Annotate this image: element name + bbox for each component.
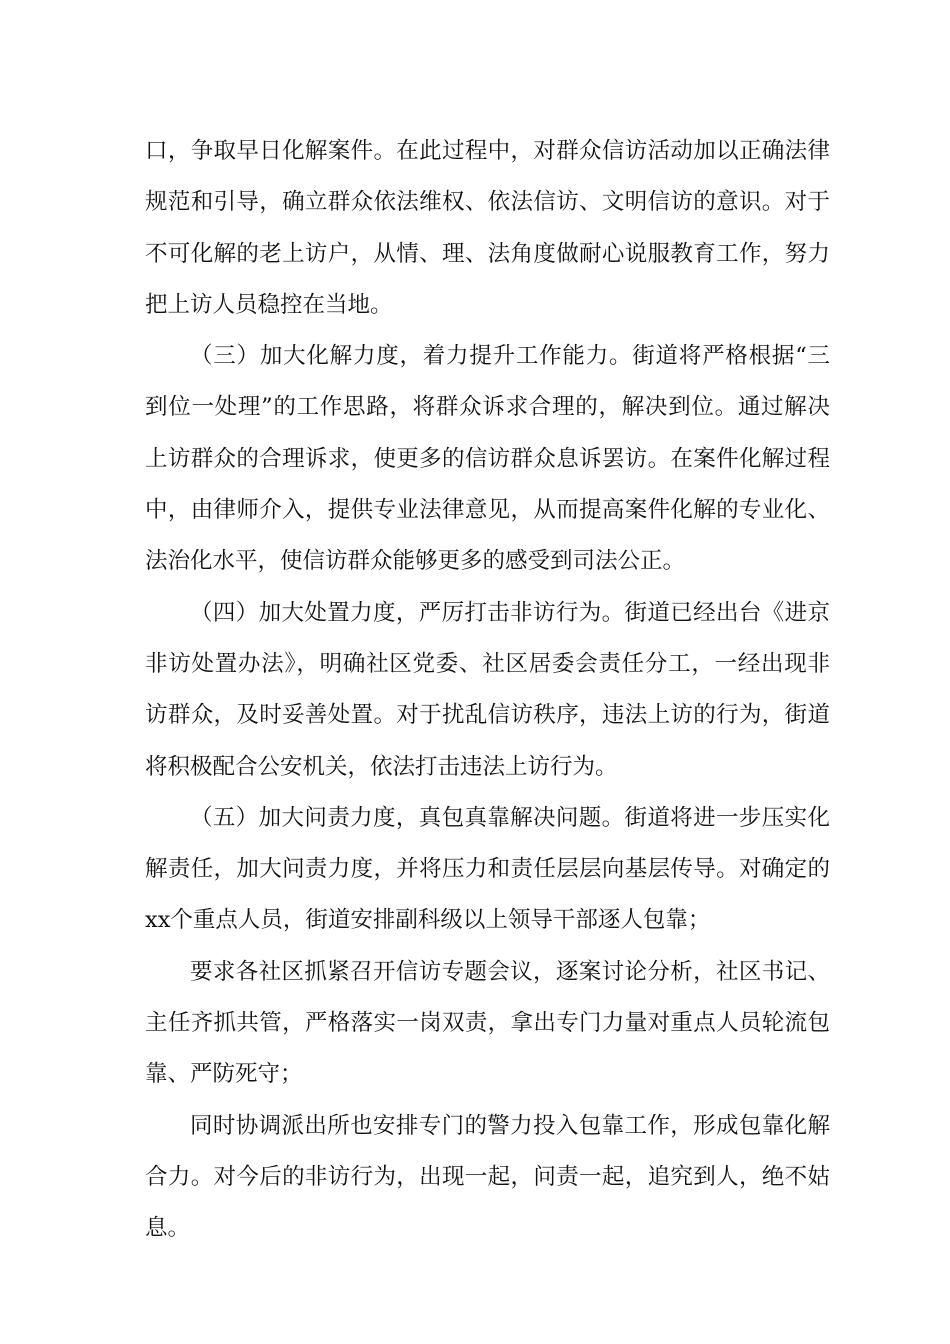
- paragraph-section-three: （三）加大化解力度，着力提升工作能力。街道将严格根据“三到位一处理”的工作思路，将群众诉求合理的，解决到位。通过解决上访群众的合理诉求，使更多的信访群众息诉罢访。在案件化解过程中，由律师介入，提供专业法律意见，从而提高案件化解的专业化、法治化水平，使信访群众能够更多的感受到司法公正。: [145, 343, 830, 575]
- paragraph-continuation: 口，争取早日化解案件。在此过程中，对群众信访活动加以正确法律规范和引导，确立群众依法维权、依法信访、文明信访的意识。对于不可化解的老上访户，从情、理、法角度做耐心说服教育工作，努力把上访人员稳控在当地。: [145, 138, 830, 318]
- document-body: [145, 126, 830, 1255]
- paragraph-community-requirements: 要求各社区抓紧召开信访专题会议，逐案讨论分析，社区书记、主任齐抓共管，严格落实一岗双责，拿出专门力量对重点人员轮流包靠、严防死守；: [145, 958, 830, 1088]
- paragraph-section-five: （五）加大问责力度，真包真靠解决问题。街道将进一步压实化解责任，加大问责力度，并将压力和责任层层向基层传导。对确定的xx个重点人员，街道安排副科级以上领导干部逐人包靠；: [145, 804, 830, 934]
- paragraph-section-four: （四）加大处置力度，严厉打击非访行为。街道已经出台《进京非访处置办法》，明确社区党委、社区居委会责任分工，一经出现非访群众，及时妥善处置。对于扰乱信访秩序，违法上访的行为，街道将积极配合公安机关，依法打击违法上访行为。: [145, 599, 830, 780]
- paragraph-police-coordination: 同时协调派出所也安排专门的警力投入包靠工作，形成包靠化解合力。对今后的非访行为，出现一起，问责一起，追究到人，绝不姑息。: [145, 1112, 830, 1242]
